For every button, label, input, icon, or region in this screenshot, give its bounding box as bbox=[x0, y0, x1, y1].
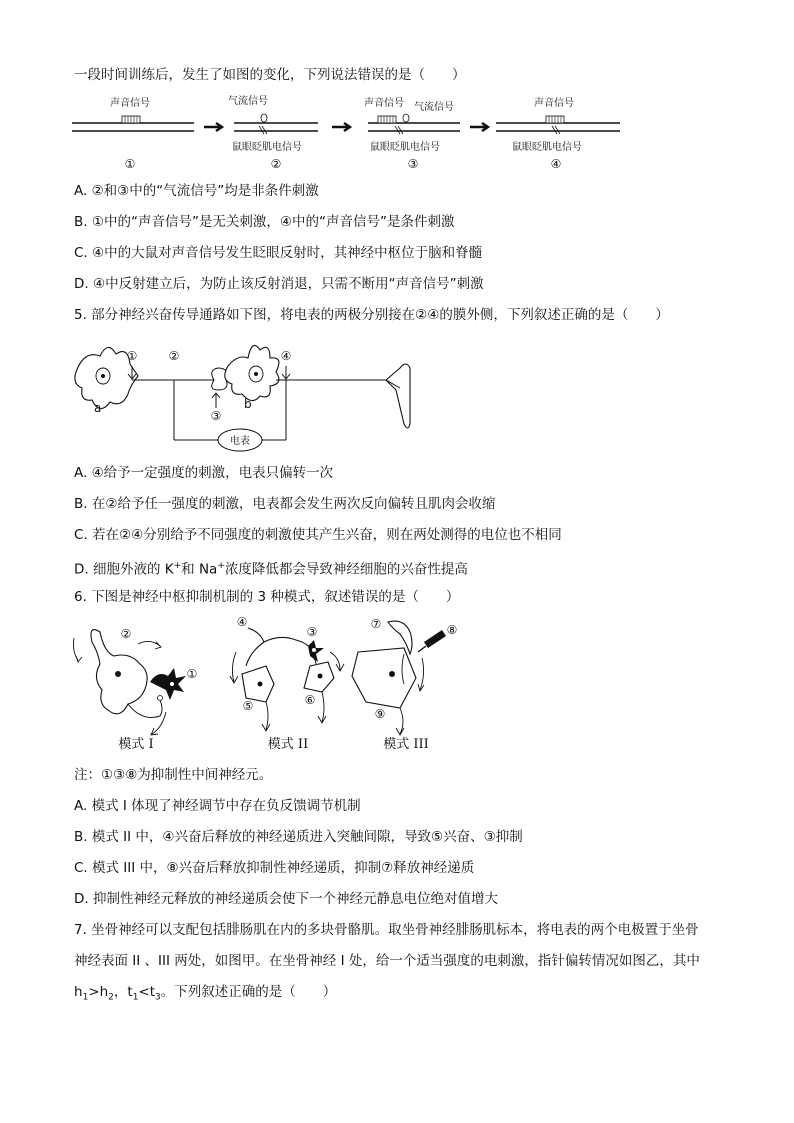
num-9-label: ⑨ bbox=[374, 707, 386, 721]
point-3-label: ③ bbox=[210, 409, 222, 423]
q6-option-a[interactable]: A. 模式 I 体现了神经调节中存在负反馈调节机制 bbox=[74, 798, 361, 814]
q7-line-2: 神经表面 II 、III 两处，如图甲。在坐骨神经 I 处，给一个适当强度的电刺激，指针偏转情况如图乙，其中 bbox=[74, 953, 700, 969]
sound-signal-label-1: 声音信号 bbox=[110, 98, 150, 109]
q4-figure bbox=[70, 90, 630, 174]
q4-option-d[interactable]: D. ④中反射建立后，为防止该反射消退，只需不断用“声音信号”刺激 bbox=[74, 276, 484, 292]
point-2-label: ② bbox=[168, 349, 180, 363]
q7-line-1: 7. 坐骨神经可以支配包括腓肠肌在内的多块骨骼肌。取坐骨神经腓肠肌标本，将电表的两个电极置于坐骨 bbox=[74, 922, 699, 938]
q7-line-3: $h_1>h_2$，$t_1<t_3$。下列叙述正确的是（ ） bbox=[74, 984, 337, 1003]
q4-option-b[interactable]: B. ①中的“声音信号”是无关刺激，④中的“声音信号”是条件刺激 bbox=[74, 214, 455, 230]
blink-signal-label-3: 鼠眼眨肌电信号 bbox=[370, 142, 440, 153]
meter-label: 电表 bbox=[230, 436, 250, 447]
air-signal-label-3: 气流信号 bbox=[414, 102, 454, 113]
panel-label-2: ② bbox=[270, 157, 282, 171]
panel-label-4: ④ bbox=[550, 157, 562, 171]
q6-option-c[interactable]: C. 模式 III 中，⑧兴奋后释放抑制性神经递质，抑制⑦释放神经递质 bbox=[74, 860, 475, 876]
q6-figure bbox=[70, 612, 470, 758]
point-1-label: ① bbox=[126, 349, 138, 363]
blink-signal-label-2: 鼠眼眨肌电信号 bbox=[232, 142, 302, 153]
num-4-label: ④ bbox=[236, 615, 248, 629]
num-3-label: ③ bbox=[306, 625, 318, 639]
num-6-label: ⑥ bbox=[304, 693, 316, 707]
q6-stem: 6. 下图是神经中枢抑制机制的 3 种模式，叙述错误的是（ ） bbox=[74, 589, 460, 605]
q5-option-b[interactable]: B. 在②给予任一强度的刺激，电表都会发生两次反向偏转且肌肉会收缩 bbox=[74, 496, 496, 512]
q5-option-d[interactable]: D. 细胞外液的 K+和 Na+浓度降低都会导致神经细胞的兴奋性提高 bbox=[74, 561, 468, 578]
mode-1-label: 模式 I bbox=[118, 737, 154, 752]
q6-note: 注：①③⑧为抑制性中间神经元。 bbox=[74, 767, 273, 783]
q5-figure bbox=[70, 336, 420, 456]
num-5-label: ⑤ bbox=[242, 699, 254, 713]
mode-2-label: 模式 II bbox=[267, 737, 309, 752]
cell-a-label: a bbox=[94, 401, 102, 415]
num-2-label: ② bbox=[120, 627, 132, 641]
q5-option-a[interactable]: A. ④给予一定强度的刺激，电表只偏转一次 bbox=[74, 465, 334, 481]
blink-signal-label-4: 鼠眼眨肌电信号 bbox=[512, 142, 582, 153]
num-7-label: ⑦ bbox=[370, 617, 382, 631]
air-signal-label-2: 气流信号 bbox=[228, 96, 268, 107]
q5-option-c[interactable]: C. 若在②④分别给予不同强度的刺激使其产生兴奋，则在两处测得的电位也不相同 bbox=[74, 527, 562, 543]
panel-label-1: ① bbox=[124, 157, 136, 171]
sound-signal-label-4: 声音信号 bbox=[534, 98, 574, 109]
sound-signal-label-3: 声音信号 bbox=[364, 98, 404, 109]
panel-label-3: ③ bbox=[407, 157, 419, 171]
num-8-label: ⑧ bbox=[446, 623, 458, 637]
q6-option-b[interactable]: B. 模式 II 中，④兴奋后释放的神经递质进入突触间隙，导致⑤兴奋、③抑制 bbox=[74, 829, 523, 845]
q4-option-c[interactable]: C. ④中的大鼠对声音信号发生眨眼反射时，其神经中枢位于脑和脊髓 bbox=[74, 245, 483, 261]
q4-option-a[interactable]: A. ②和③中的“气流信号”均是非条件刺激 bbox=[74, 183, 319, 199]
cell-b-label: b bbox=[244, 397, 252, 411]
point-4-label: ④ bbox=[280, 349, 292, 363]
num-1-label: ① bbox=[186, 667, 198, 681]
q5-stem: 5. 部分神经兴奋传导通路如下图，将电表的两极分别接在②④的膜外侧，下列叙述正确的是（ ） bbox=[74, 307, 669, 323]
mode-3-label: 模式 III bbox=[383, 737, 429, 752]
q4-stem: 一段时间训练后，发生了如图的变化，下列说法错误的是（ ） bbox=[74, 67, 466, 83]
q6-option-d[interactable]: D. 抑制性神经元释放的神经递质会使下一个神经元静息电位绝对值增大 bbox=[74, 891, 498, 907]
